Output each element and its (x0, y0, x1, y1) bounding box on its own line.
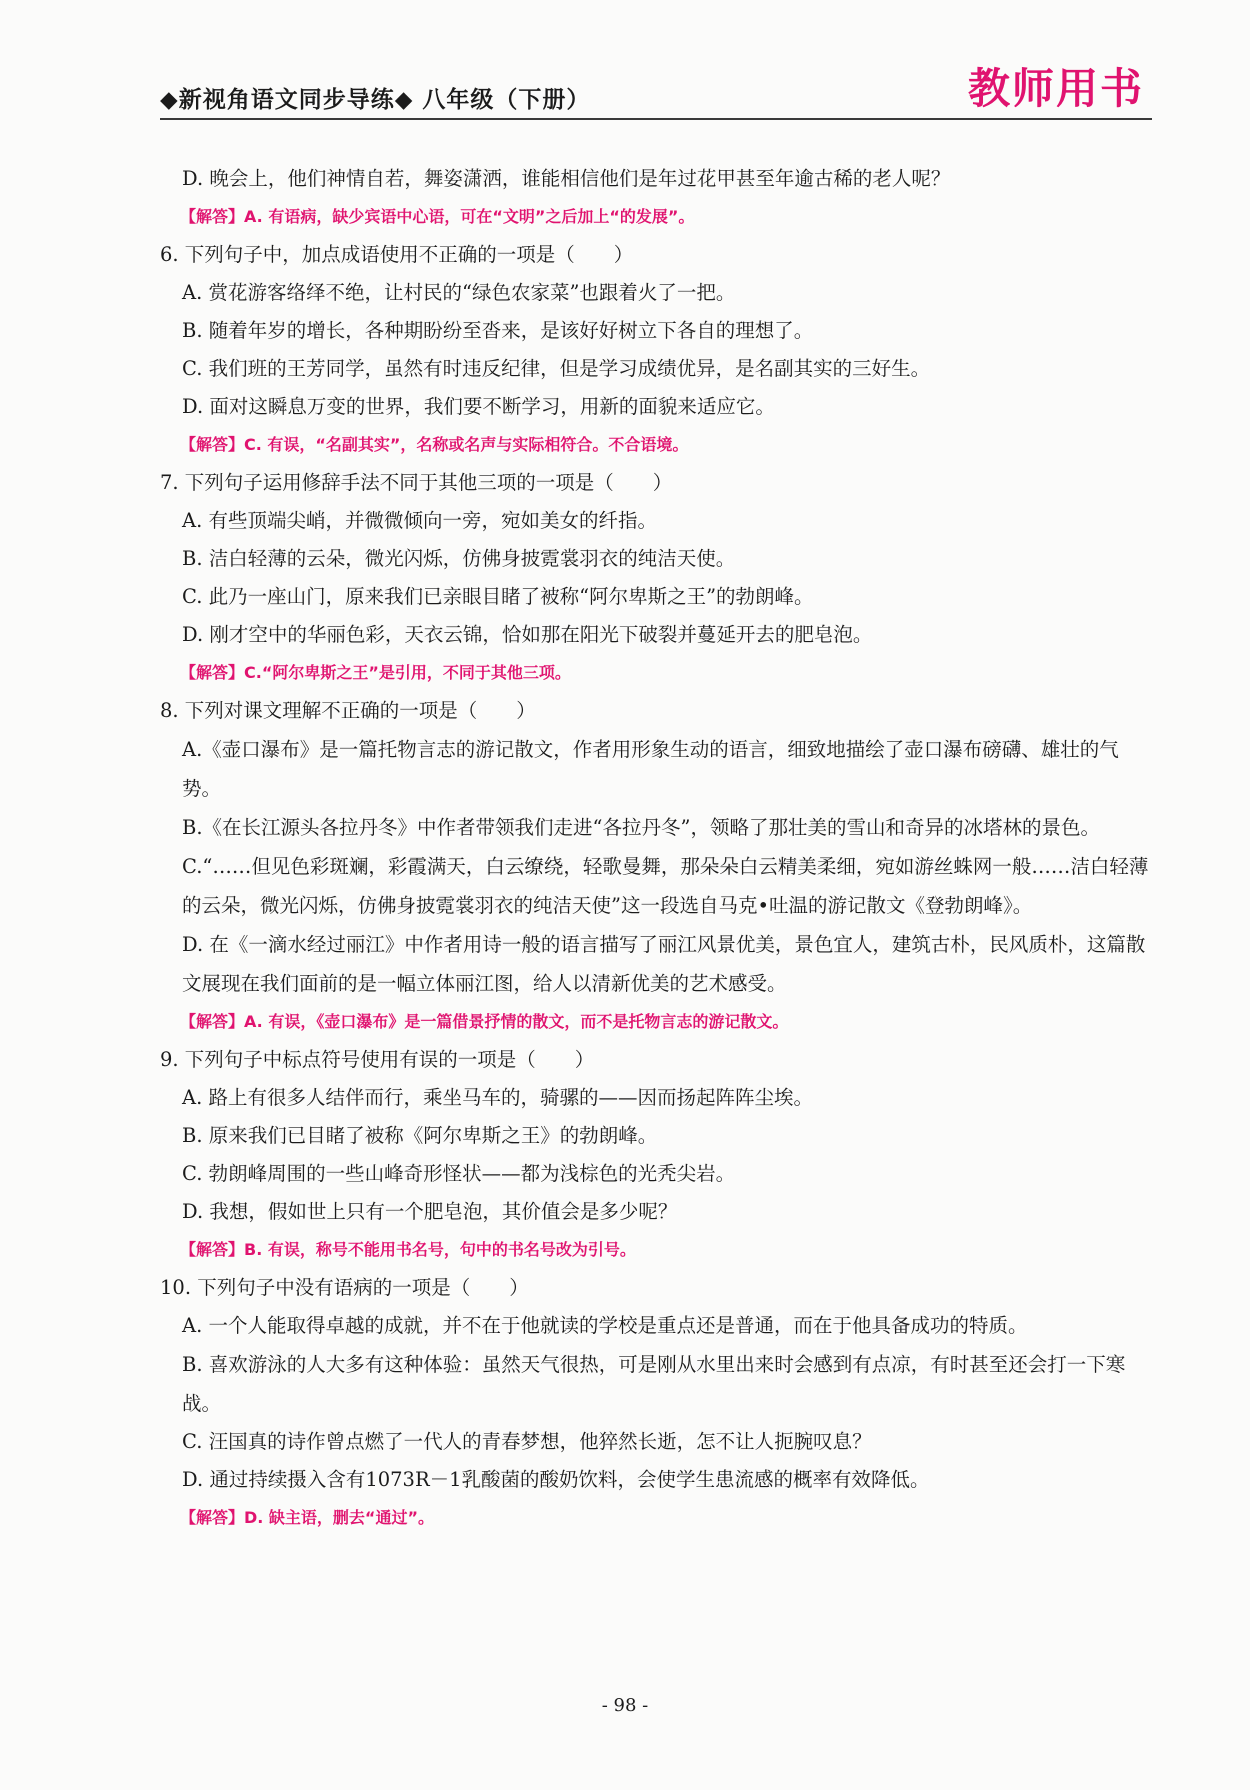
option-line: A. 有些顶端尖峭，并微微倾向一旁，宛如美女的纤指。 (182, 509, 657, 532)
option-line: B. 原来我们已目睹了被称《阿尔卑斯之王》的勃朗峰。 (182, 1124, 658, 1147)
question-stem: 6. 下列句子中，加点成语使用不正确的一项是（ ） (160, 243, 634, 266)
option-line: B. 喜欢游泳的人大多有这种体验：虽然天气很热，可是刚从水里出来时会感到有点凉，有时甚至还会打一下寒战。 (182, 1353, 1126, 1415)
option-line: B.《在长江源头各拉丹冬》中作者带领我们走进“各拉丹冬”，领略了那壮美的雪山和奇异的冰塔林的景色。 (182, 816, 1100, 839)
answer-explanation: 【解答】A. 有语病，缺少宾语中心语，可在“文明”之后加上“的发展”。 (180, 207, 695, 226)
page-header (160, 62, 1152, 120)
option-line: A. 一个人能取得卓越的成就，并不在于他就读的学校是重点还是普通，而在于他具备成功的特质。 (182, 1314, 1028, 1337)
question-stem: 9. 下列句子中标点符号使用有误的一项是（ ） (160, 1048, 595, 1071)
answer-explanation: 【解答】D. 缺主语，删去“通过”。 (180, 1508, 434, 1527)
option-line: A. 赏花游客络绎不绝，让村民的“绿色农家菜”也跟着火了一把。 (182, 281, 736, 304)
option-line: C. 汪国真的诗作曾点燃了一代人的青春梦想，他猝然长逝，怎不让人扼腕叹息？ (182, 1430, 872, 1453)
page-number: - 98 - (601, 1695, 649, 1716)
option-line: D. 晚会上，他们神情自若，舞姿潇洒，谁能相信他们是年过花甲甚至年逾古稀的老人呢？ (182, 167, 951, 190)
question-stem: 10. 下列句子中没有语病的一项是（ ） (160, 1276, 529, 1299)
option-line: D. 我想，假如世上只有一个肥皂泡，其价值会是多少呢？ (182, 1200, 678, 1223)
book-title: ◆新视角语文同步导练◆ 八年级（下册） (160, 86, 591, 113)
option-line: D. 刚才空中的华丽色彩，天衣云锦，恰如那在阳光下破裂并蔓延开去的肥皂泡。 (182, 623, 873, 646)
option-line: B. 随着年岁的增长，各种期盼纷至沓来，是该好好树立下各自的理想了。 (182, 319, 814, 342)
question-stem: 8. 下列对课文理解不正确的一项是（ ） (160, 699, 536, 722)
teacher-edition-badge: 教师用书 (967, 64, 1144, 113)
question-content (160, 160, 1152, 1537)
answer-explanation: 【解答】B. 有误，称号不能用书名号，句中的书名号改为引号。 (180, 1240, 636, 1259)
answer-explanation: 【解答】C.“阿尔卑斯之王”是引用，不同于其他三项。 (180, 663, 571, 682)
answer-explanation: 【解答】A. 有误，《壶口瀑布》是一篇借景抒情的散文，而不是托物言志的游记散文。 (180, 1012, 789, 1031)
option-line: C. 我们班的王芳同学，虽然有时违反纪律，但是学习成绩优异，是名副其实的三好生。 (182, 357, 931, 380)
option-line: D. 面对这瞬息万变的世界，我们要不断学习，用新的面貌来适应它。 (182, 395, 775, 418)
answer-explanation: 【解答】C. 有误，“名副其实”，名称或名声与实际相符合。不合语境。 (180, 435, 689, 454)
option-line: C.“……但见色彩斑斓，彩霞满天，白云缭绕，轻歌曼舞，那朵朵白云精美柔细，宛如游丝蛛网一般……洁白轻薄的云朵，微光闪烁，仿佛身披霓裳羽衣的纯洁天使”这一段选自马克•吐温的游记散文《登勃朗峰》。 (182, 855, 1149, 917)
question-stem: 7. 下列句子运用修辞手法不同于其他三项的一项是（ ） (160, 471, 673, 494)
option-line: C. 此乃一座山门，原来我们已亲眼目睹了被称“阿尔卑斯之王”的勃朗峰。 (182, 585, 814, 608)
option-line: C. 勃朗峰周围的一些山峰奇形怪状——都为浅棕色的光秃尖岩。 (182, 1162, 736, 1185)
option-line: A. 路上有很多人结伴而行，乘坐马车的，骑骡的——因而扬起阵阵尘埃。 (182, 1086, 813, 1109)
option-line: D. 在《一滴水经过丽江》中作者用诗一般的语言描写了丽江风景优美，景色宜人，建筑古朴，民风质朴，这篇散文展现在我们面前的是一幅立体丽江图，给人以清新优美的艺术感受。 (182, 933, 1146, 995)
option-line: A.《壶口瀑布》是一篇托物言志的游记散文，作者用形象生动的语言，细致地描绘了壶口瀑布磅礴、雄壮的气势。 (182, 738, 1119, 800)
option-line: D. 通过持续摄入含有1073R－1乳酸菌的酸奶饮料，会使学生患流感的概率有效降低。 (182, 1468, 930, 1491)
option-line: B. 洁白轻薄的云朵，微光闪烁，仿佛身披霓裳羽衣的纯洁天使。 (182, 547, 736, 570)
